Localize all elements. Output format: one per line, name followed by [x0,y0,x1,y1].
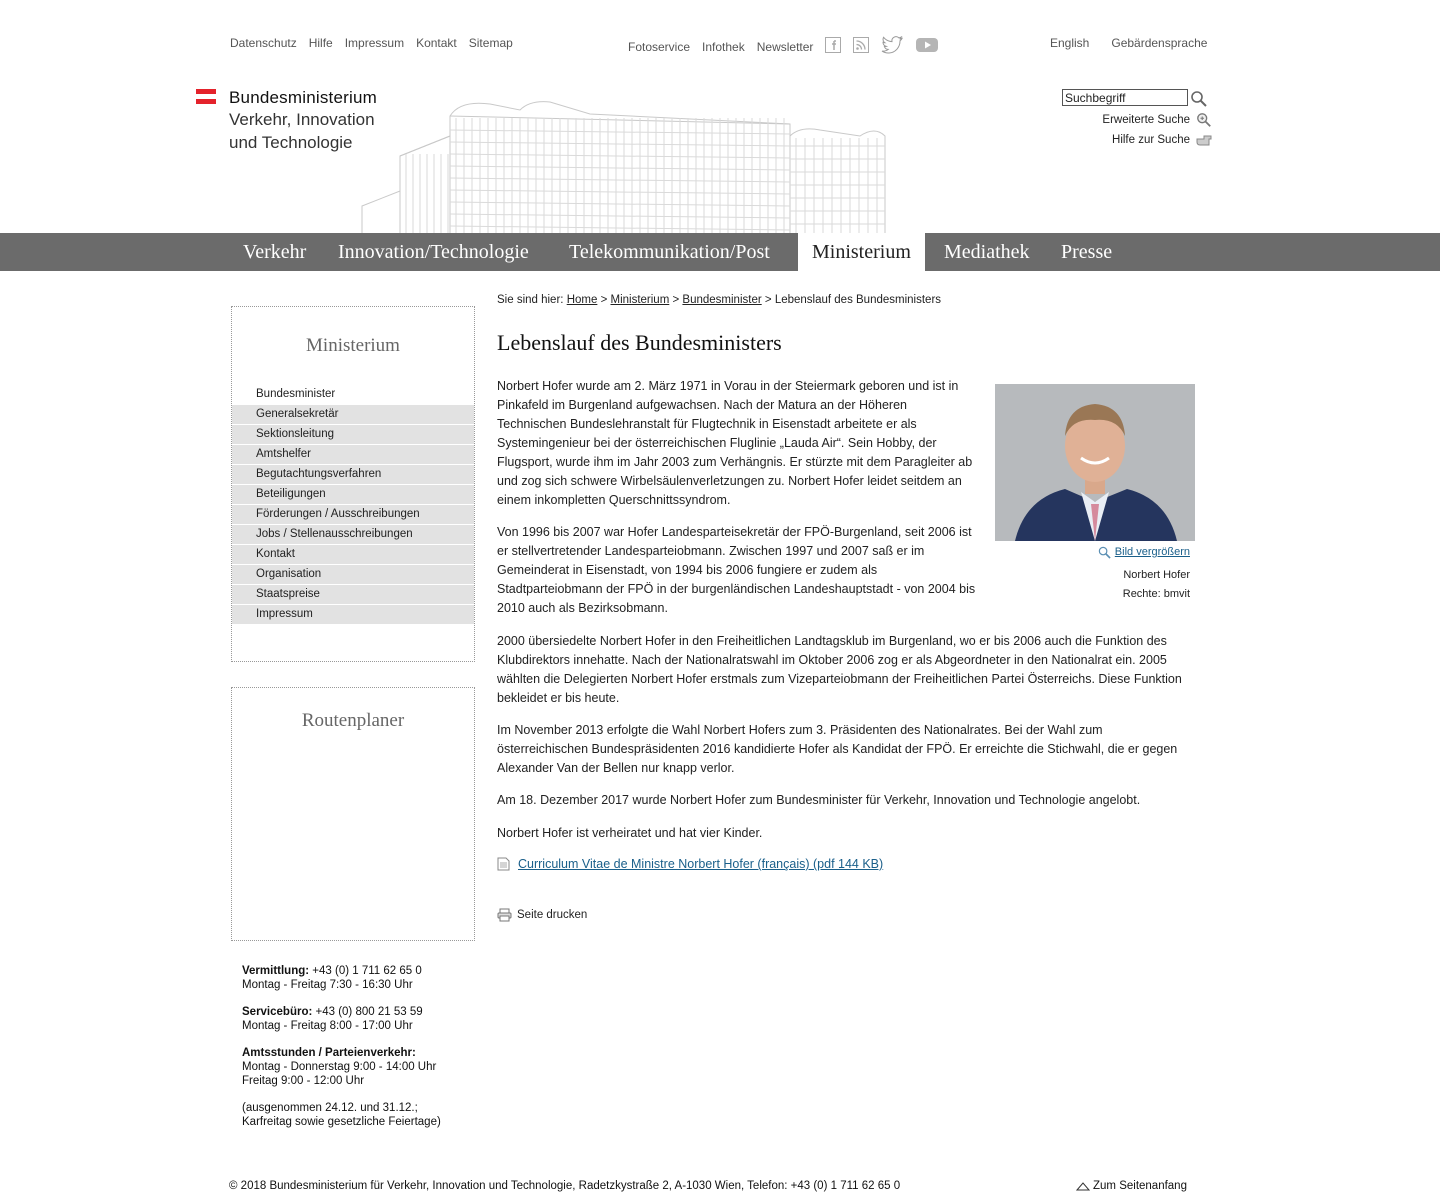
vermittlung-label: Vermittlung: [242,965,310,977]
breadcrumb-separator: > [672,294,680,306]
photo-rights: Rechte: bmvit [1122,588,1190,600]
minister-portrait-photo[interactable] [995,384,1195,541]
search-help-link[interactable]: Hilfe zur Suche [1112,133,1212,147]
service-phone: +43 (0) 800 21 53 59 [312,1006,423,1018]
pdf-cv-link[interactable]: Curriculum Vitae de Ministre Norbert Hofer (français) (pdf 144 KB) [518,857,884,871]
back-to-top-label: Zum Seitenanfang [1093,1180,1187,1192]
bio-paragraph-5: Am 18. Dezember 2017 wurde Norbert Hofer zum Bundesminister für Verkehr, Innovation und Technologie angelobt. [497,793,1141,807]
sidebar-menu [232,385,474,625]
top-links-right [1050,36,1207,50]
link-gebaerdensprache[interactable]: Gebärdensprache [1111,36,1208,50]
service-hours: Montag - Freitag 8:00 - 17:00 Uhr [242,1020,413,1032]
sidebar-item-impressum[interactable]: Impressum [232,605,474,624]
print-page-label: Seite drucken [517,909,588,921]
search-icon[interactable] [1190,90,1208,111]
printer-icon [497,908,512,922]
bio-paragraph-3: 2000 übersiedelte Norbert Hofer in den Freiheitlichen Landtagsklub im Burgenland, wo er bis 2006 auch die Funktion des Klubdirektors innehatte. Nach der Nationalratswahl im Oktober 2006 zog er als Abgeordneter in den Nationalrat ein. 2005 wählten die Delegierten Norbert Hofer erstmals zum Vizeparteiobmann der Freiheitlichen Partei Österreichs. Diese Funktion bekleidet er bis heute. [497,634,1182,705]
breadcrumb [497,294,941,306]
footer-copyright: © 2018 Bundesministerium für Verkehr, Innovation und Technologie, Radetzkystraße 2, A-1030 Wien, Telefon: +43 (0) 1 711 62 65 0 [229,1180,901,1192]
link-impressum[interactable]: Impressum [344,36,405,50]
breadcrumb-bundesminister[interactable]: Bundesminister [682,294,762,306]
main-navigation [0,233,1440,271]
holiday-note-2: Karfreitag sowie gesetzliche Feiertage) [242,1116,441,1128]
austria-flag-icon [196,89,216,104]
sidebar-item-organisation[interactable]: Organisation [232,565,474,584]
link-infothek[interactable]: Infothek [702,39,745,54]
bio-paragraph-2: Von 1996 bis 2007 war Hofer Landesparteisekretär der FPÖ-Burgenland, seit 2006 ist er stellvertretender Landesparteiobmann. Zwischen 1997 und 2007 saß er im Gemeinderat in Eisenstadt, von 1994 bis 2006 fungiere er zudem als Stadtparteiobmann der FPÖ in der burgenländischen Landeshauptstadt - von 2004 bis 2010 auch als Bezirksobmann. [497,525,976,615]
advanced-search-link[interactable]: Erweiterte Suche [1102,112,1212,128]
magnifier-icon [1098,546,1111,559]
bio-paragraph-4: Im November 2013 erfolgte die Wahl Norbert Hofers zum 3. Präsidenten des Nationalrates. Bei der Wahl zum österreichischen Bundespräsidenten 2016 kandidierte Hofer als Kandidat der FPÖ. Er erreichte die Stichwahl, die er gegen Alexander Van der Bellen nur knapp verlor. [497,723,1178,775]
vermittlung-hours: Montag - Freitag 7:30 - 16:30 Uhr [242,979,413,991]
link-datenschutz[interactable]: Datenschutz [230,36,297,50]
pdf-download [497,857,883,871]
facebook-icon[interactable] [825,37,841,56]
youtube-icon[interactable] [915,36,939,57]
back-to-top-link[interactable] [1076,1180,1187,1192]
search-input[interactable] [1062,89,1188,106]
page-title: Lebenslauf des Bundesministers [497,330,782,355]
document-icon [497,857,510,871]
sidebar-item-kontakt[interactable]: Kontakt [232,545,474,564]
sidebar-item-jobs[interactable]: Jobs / Stellenausschreibungen [232,525,474,544]
nav-verkehr[interactable]: Verkehr [243,241,307,263]
sidebar-item-amtshelfer[interactable]: Amtshelfer [232,445,474,464]
nav-telekommunikation-post[interactable]: Telekommunikation/Post [569,241,770,263]
sidebar-item-begutachtungsverfahren[interactable]: Begutachtungsverfahren [232,465,474,484]
building-illustration [360,96,890,236]
sidebar-item-generalsekretaer[interactable]: Generalsekretär [232,405,474,424]
vermittlung-phone: +43 (0) 1 711 62 65 0 [309,965,422,977]
sidebar-item-beteiligungen[interactable]: Beteiligungen [232,485,474,504]
contact-info [242,964,441,1142]
link-newsletter[interactable]: Newsletter [756,39,814,54]
nav-ministerium[interactable]: Ministerium [798,233,925,271]
breadcrumb-prefix: Sie sind hier: [497,294,564,306]
enlarge-image-text[interactable]: Bild vergrößern [1114,546,1190,558]
logo-line-3: und Technologie [229,133,353,152]
enlarge-image-link[interactable] [1098,543,1190,562]
link-sitemap[interactable]: Sitemap [468,36,513,50]
top-links-middle [628,36,951,57]
sidebar-title: Ministerium [306,335,400,356]
advanced-search-icon [1196,112,1212,128]
sidebar-item-sektionsleitung[interactable]: Sektionsleitung [232,425,474,444]
print-page[interactable] [497,908,587,922]
logo-line-2: Verkehr, Innovation [229,110,375,129]
amtsstunden-label: Amtsstunden / Parteienverkehr: [242,1047,416,1059]
link-fotoservice[interactable]: Fotoservice [628,39,691,54]
triangle-up-icon [1076,1182,1090,1191]
amtsstunden-hours-1: Montag - Donnerstag 9:00 - 14:00 Uhr [242,1061,437,1073]
bio-paragraph-1: Norbert Hofer wurde am 2. März 1971 in Vorau in der Steiermark geboren und ist in Pinkafeld im Burgenland aufgewachsen. Nach der Matura an der Höheren Technischen Bundeslehranstalt für Flugtechnik in Eisenstadt arbeitete er als Systemingenieur bei der österreichischen Fluglinie „Lauda Air“. Sein Hobby, der Flugsport, wurde ihm im Jahr 2003 zum Verhängnis. Er stürzte mit dem Paragleiter ab und zog sich schwere Wirbelsäulenverletzungen zu. Norbert Hofer leidet seitdem an einem inkompletten Querschnittssyndrom. [497,379,973,507]
route-planner-title[interactable]: Routenplaner [301,710,405,731]
amtsstunden-hours-2: Freitag 9:00 - 12:00 Uhr [242,1075,365,1087]
sidebar-menu-box [231,306,475,662]
route-planner-box [231,687,475,941]
photo-caption-name: Norbert Hofer [1123,569,1190,581]
breadcrumb-ministerium[interactable]: Ministerium [610,294,670,306]
link-english[interactable]: English [1050,36,1090,50]
nav-innovation-technologie[interactable]: Innovation/Technologie [338,241,529,263]
photo-caption [1000,543,1190,604]
twitter-icon[interactable] [881,36,903,57]
link-kontakt[interactable]: Kontakt [416,36,457,50]
logo-line-1: Bundesministerium [229,88,377,107]
pointing-hand-icon [1196,133,1212,147]
rss-icon[interactable] [853,37,869,56]
nav-presse[interactable]: Presse [1061,241,1113,263]
top-links-left [230,36,525,50]
breadcrumb-home[interactable]: Home [566,294,598,306]
breadcrumb-separator: > [764,294,772,306]
nav-mediathek[interactable]: Mediathek [944,241,1030,263]
breadcrumb-separator: > [600,294,608,306]
sidebar-item-foerderungen[interactable]: Förderungen / Ausschreibungen [232,505,474,524]
sidebar-item-staatspreise[interactable]: Staatspreise [232,585,474,604]
link-hilfe[interactable]: Hilfe [308,36,333,50]
breadcrumb-current: Lebenslauf des Bundesministers [774,294,942,306]
sidebar-item-bundesminister[interactable]: Bundesminister [256,388,336,400]
bio-paragraph-6: Norbert Hofer ist verheiratet und hat vier Kinder. [497,826,763,840]
service-label: Servicebüro: [242,1006,313,1018]
holiday-note-1: (ausgenommen 24.12. und 31.12.; [242,1102,418,1114]
